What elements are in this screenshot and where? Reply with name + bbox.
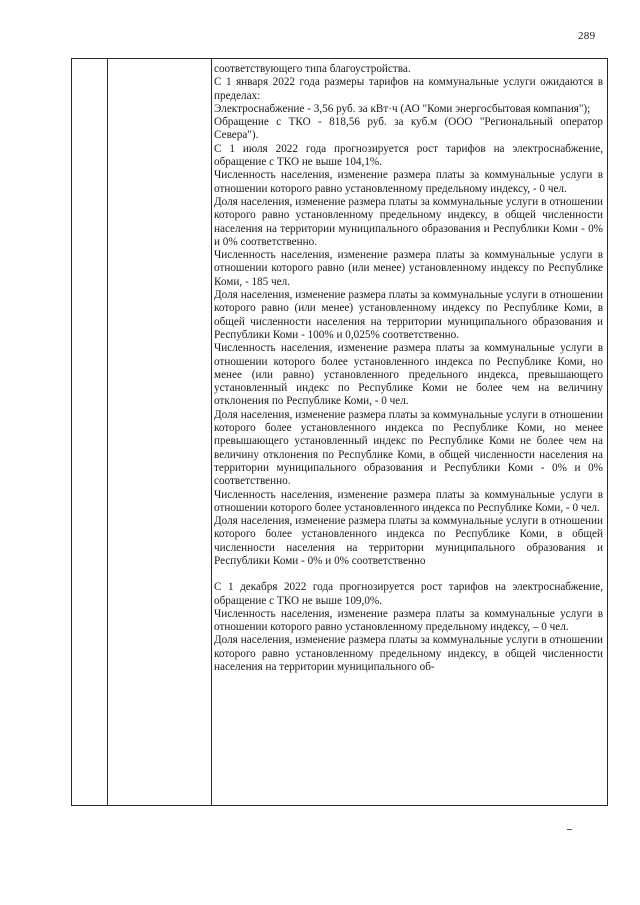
paragraph: С 1 декабря 2022 года прогнозируется рост тарифов на электроснабжение, обращение с ТКО не выше 109,0%. xyxy=(214,581,603,607)
paragraph: Доля населения, изменение размера платы за коммунальные услуги в отношении которого равно установленному предельному индексу, в общей численности населения на территории муниципального образования и Республики Коми - 0% и 0% соответственно. xyxy=(214,195,603,248)
document-table xyxy=(71,58,608,806)
paragraph: С 1 января 2022 года размеры тарифов на коммунальные услуги ожидаются в пределах: xyxy=(214,76,603,102)
paragraph: Электроснабжение - 3,56 руб. за кВт·ч (АО "Коми энергосбытовая компания"); xyxy=(214,102,591,115)
paragraph: Численность населения, изменение размера платы за коммунальные услуги в отношении которого более установленного индекса по Республике Коми, - 0 чел. xyxy=(214,488,603,514)
paragraph: Численность населения, изменение размера платы за коммунальные услуги в отношении которого более установленного индекса по Республике Коми, но менее (или равно) установленного предельного индекса, превышающего установленный индекс по Республике Коми не более чем на величину отклонения по Республике Коми, - 0 чел. xyxy=(214,342,603,408)
paragraph: Доля населения, изменение размера платы за коммунальные услуги в отношении которого равно (или менее) установленному индексу по Республике Коми, в общей численности населения на территории муниципального образования и Республики Коми - 100% и 0,025% соответственно. xyxy=(214,289,603,341)
paragraph: Доля населения, изменение размера платы за коммунальные услуги в отношении которого более установленного индекса по Республике Коми, но менее превышающего установленный индекс по Республике Коми не более чем на величину отклонения по Республике Коми, в общей численности населения на территории муниципального образования и Республики Коми - 0% и 0% соответственно. xyxy=(214,408,603,488)
table-text-cell xyxy=(214,63,603,674)
paragraph: соответствующего типа благоустройства. xyxy=(214,63,411,75)
scan-artifact-mark xyxy=(567,829,572,830)
paragraph: Численность населения, изменение размера платы за коммунальные услуги в отношении которого равно установленному предельному индексу, – 0 чел. xyxy=(214,607,603,634)
column-divider-2 xyxy=(211,59,212,805)
blank-line xyxy=(214,568,603,581)
paragraph: С 1 июля 2022 года прогнозируется рост тарифов на электроснабжение, обращение с ТКО не выше 104,1%. xyxy=(214,142,603,169)
paragraph: Доля населения, изменение размера платы за коммунальные услуги в отношении которого равно установленному предельному индексу, в общей численности населения на территории муниципального об- xyxy=(214,634,603,674)
paragraph: Численность населения, изменение размера платы за коммунальные услуги в отношении которого равно установленному предельному индексу, - 0 чел. xyxy=(214,169,603,195)
paragraph: Доля населения, изменение размера платы за коммунальные услуги в отношении которого более установленного индекса по Республике Коми, в общей численности населения на территории муниципального образования и Республики Коми - 0% и 0% соответственно xyxy=(214,515,603,567)
column-divider-1 xyxy=(107,59,108,805)
page-number: 289 xyxy=(578,30,596,42)
paragraph: Численность населения, изменение размера платы за коммунальные услуги в отношении которого равно (или менее) установленному индексу по Республике Коми, - 185 чел. xyxy=(214,249,603,288)
paragraph: Обращение с ТКО - 818,56 руб. за куб.м (ООО "Региональный оператор Севера"). xyxy=(214,116,603,142)
